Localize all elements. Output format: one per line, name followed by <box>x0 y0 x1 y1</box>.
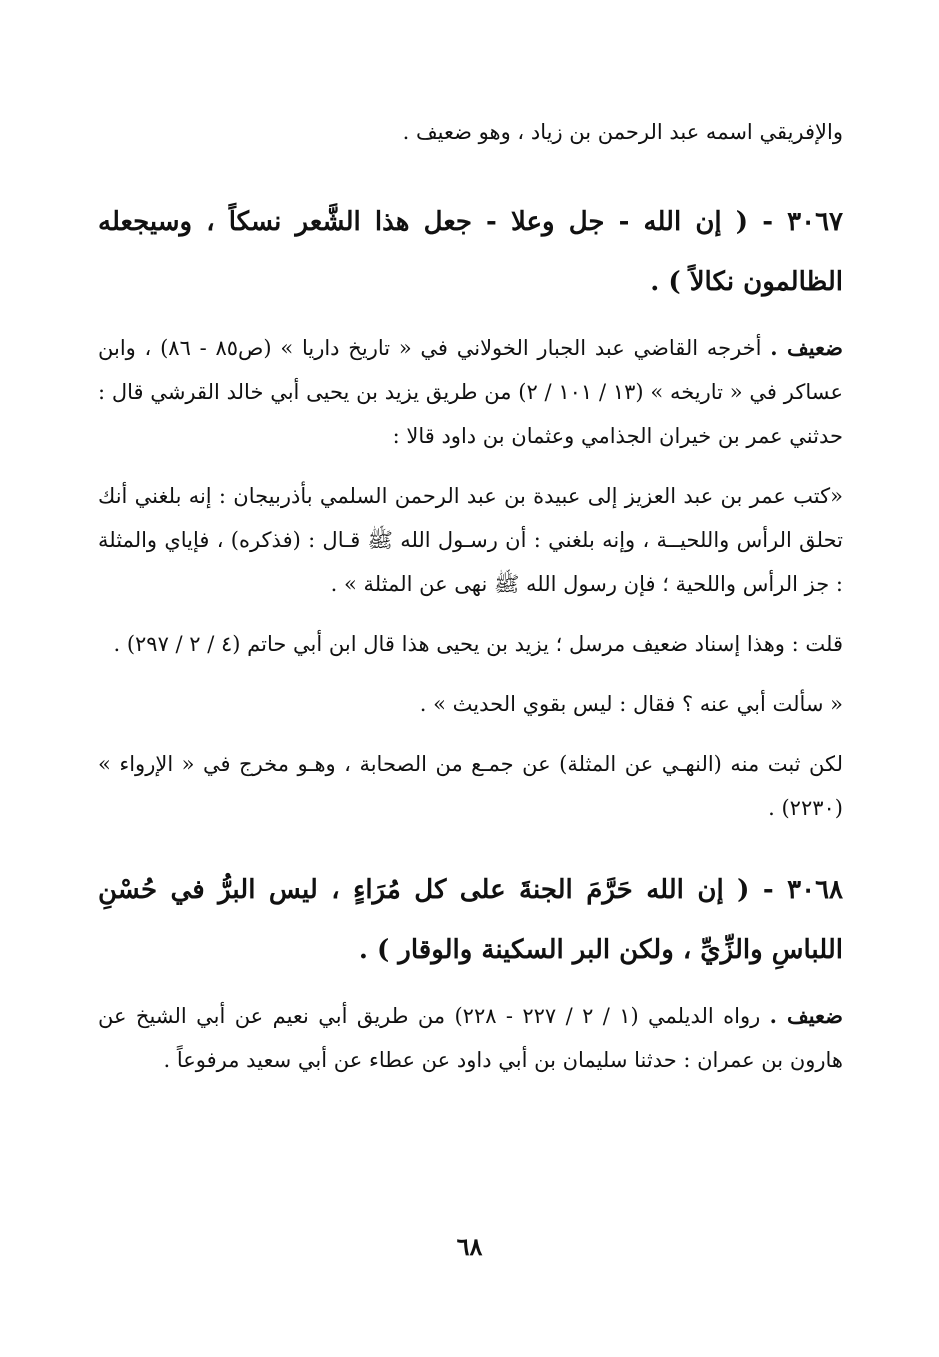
takhrij-text: رواه الديلمي (١ / ٢ / ٢٢٧ - ٢٢٨) من طريق أبي نعيم عن أبي الشيخ عن هارون بن عمران : حدثنا سليمان بن أبي داود عن عطاء عن أبي سعيد مرفوعاً . <box>98 1004 843 1072</box>
hadith-number: ٣٠٦٨ - <box>762 875 843 905</box>
grade-label: ضعيف . <box>769 1003 843 1028</box>
lead-line: والإفريقي اسمه عبد الرحمن بن زياد ، وهو ضعيف . <box>402 120 843 144</box>
note-paragraph: لكن ثبت منه (النهـي عن المثلة) عن جمـع من الصحابة ، وهـو مخرج في « الإرواء » (٢٢٣٠) . <box>98 752 843 820</box>
hadith-text: ( إن الله حَرَّمَ الجنةَ على كل مُرَاءٍ ، ليس البرُّ في حُسْنِ اللباسِ والزِّيِّ ، ولكن البر السكينة والوقار ) . <box>98 875 843 965</box>
takhrij-3067 <box>98 326 843 458</box>
hadith-3067 <box>98 192 843 312</box>
page-number: ٦٨ <box>456 1232 483 1261</box>
takhrij-3068 <box>98 994 843 1082</box>
takhrij-text: أخرجه القاضي عبد الجبار الخولاني في « تاريخ داريا » (ص٨٥ - ٨٦) ، وابن عساكر في « تاريخه » (١٣ / ١٠١ / ٢) من طريق يزيد بن يحيى أبي خالد القرشي قال : حدثني عمر بن خيران الجذامي وعثمان بن داود قالا : <box>98 336 843 448</box>
hadith-text: ( إن الله - جل وعلا - جعل هذا الشَّعر نسكاً ، وسيجعله الظالمون نكالاً ) . <box>98 207 843 297</box>
grade-label: ضعيف . <box>770 335 843 360</box>
hadith-number: ٣٠٦٧ - <box>762 207 843 237</box>
hadith-3068 <box>98 860 843 980</box>
quote-paragraph: «كتب عمر بن عبد العزيز إلى عبيدة بن عبد الرحمن السلمي بأذربيجان : إنه بلغني أنك تحلق الرأس واللحيــة ، وإنه بلغني : أن رسـول الله ﷺ قـال : (فذكره) ، فإياي والمثلة : جز الرأس واللحية ؛ فإن رسول الله ﷺ نهى عن المثلة » . <box>98 484 843 596</box>
comment-paragraph: قلت : وهذا إسناد ضعيف مرسل ؛ يزيد بن يحيى هذا قال ابن أبي حاتم (٤ / ٢ / ٢٩٧) . <box>113 632 843 656</box>
abu-hatim-quote: « سألت أبي عنه ؟ فقال : ليس بقوي الحديث » . <box>419 692 843 716</box>
